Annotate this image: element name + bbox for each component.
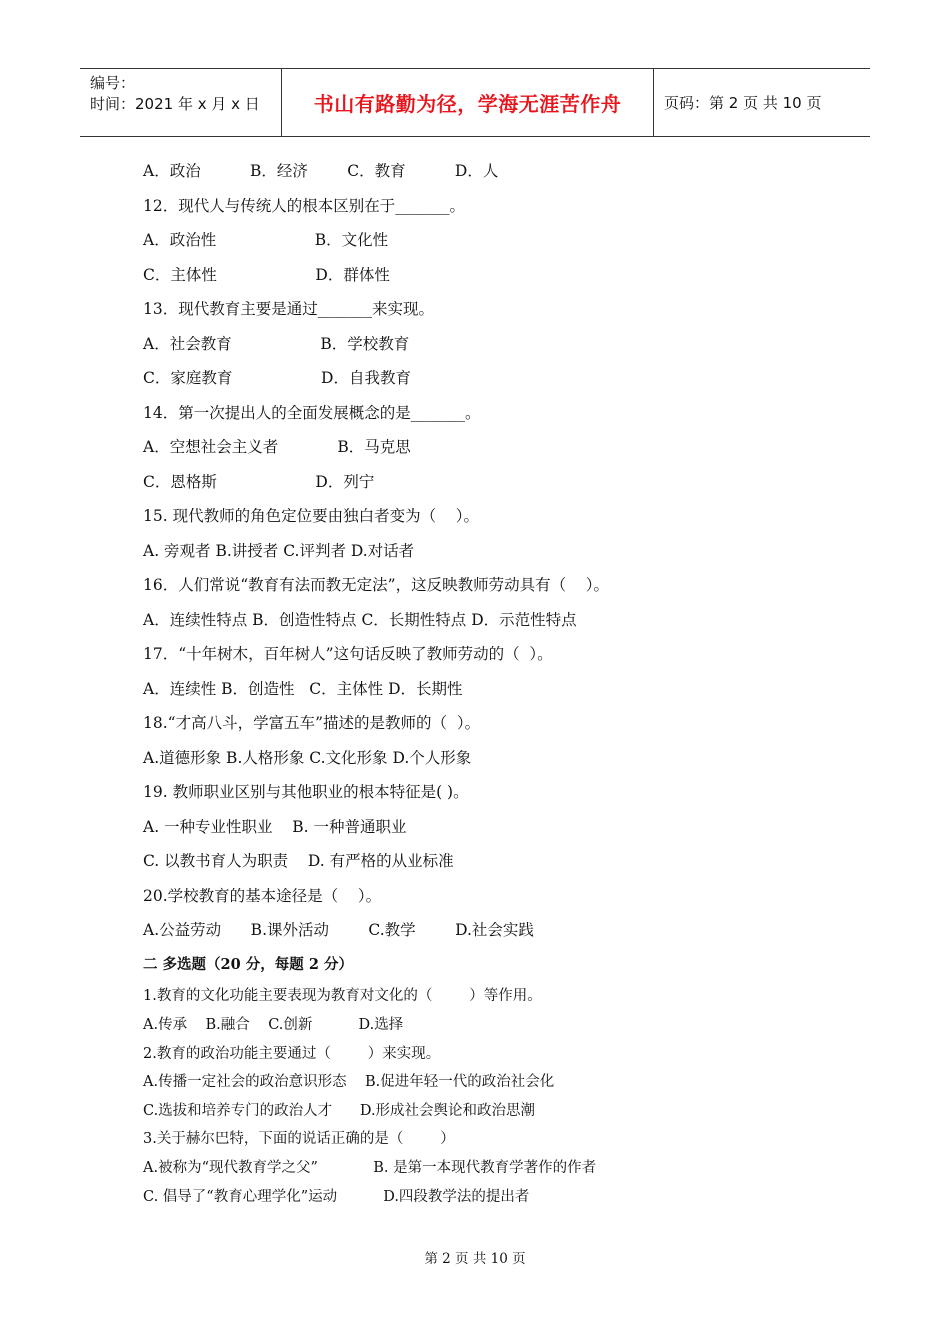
question-12-options-ab: A．政治性 B．文化性: [143, 231, 389, 249]
mc-question-3-options-ab: A.被称为“现代教育学之父” B. 是第一本现代教育学著作的作者: [143, 1160, 597, 1176]
question-18: 18.“才高八斗，学富五车”描述的是教师的（ ）。: [143, 714, 481, 732]
header-meta: [80, 69, 282, 136]
question-19: 19. 教师职业区别与其他职业的根本特征是( )。: [143, 783, 469, 801]
question-13-options-ab: A．社会教育 B．学校教育: [143, 335, 410, 353]
mc-question-3: 3.关于赫尔巴特，下面的说话正确的是（ ）: [143, 1131, 455, 1147]
page-footer: 第 2 页 共 10 页: [424, 1251, 526, 1267]
mc-question-2: 2.教育的政治功能主要通过（ ）来实现。: [143, 1046, 441, 1062]
question-17-options: A．连续性 B．创造性 C．主体性 D．长期性: [143, 680, 463, 698]
question-20: 20.学校教育的基本途径是（ ）。: [143, 887, 382, 905]
header-motto: 书山有路勤为径，学海无涯苦作舟: [313, 92, 622, 116]
question-12-options-cd: C．主体性 D．群体性: [143, 266, 390, 284]
document-date-label: 时间：2021 年 x 月 x 日: [90, 95, 260, 113]
question-15: 15. 现代教师的角色定位要由独白者变为（ ）。: [143, 507, 480, 525]
mc-question-1: 1.教育的文化功能主要表现为教育对文化的（ ）等作用。: [143, 988, 542, 1004]
mc-question-3-options-cd: C. 倡导了“教育心理学化”运动 D.四段教学法的提出者: [143, 1189, 530, 1205]
question-13-options-cd: C．家庭教育 D．自我教育: [143, 369, 411, 387]
mc-question-1-options: A.传承 B.融合 C.创新 D.选择: [143, 1017, 404, 1033]
header-page-info: 页码：第 2 页 共 10 页: [664, 94, 822, 112]
question-19-options-ab: A. 一种专业性职业 B. 一种普通职业: [143, 818, 407, 836]
question-14-options-ab: A．空想社会主义者 B．马克思: [143, 438, 411, 456]
section-title-multiple-choice: 二 多选题（20 分，每题 2 分）: [143, 956, 353, 973]
question-12: 12．现代人与传统人的根本区别在于_______。: [143, 197, 465, 215]
question-15-options: A. 旁观者 B.讲授者 C.评判者 D.对话者: [143, 542, 415, 560]
page-header: [80, 68, 870, 137]
question-14-options-cd: C．恩格斯 D．列宁: [143, 473, 375, 491]
question-17: 17．“十年树木，百年树人”这句话反映了教师劳动的（ ）。: [143, 645, 553, 663]
question-19-options-cd: C. 以教书育人为职责 D. 有严格的从业标准: [143, 852, 454, 870]
question-18-options: A.道德形象 B.人格形象 C.文化形象 D.个人形象: [143, 749, 472, 767]
question-20-options: A.公益劳动 B.课外活动 C.教学 D.社会实践: [143, 921, 534, 939]
question-13: 13．现代教育主要是通过_______来实现。: [143, 300, 434, 318]
question-11-options: A．政治 B．经济 C．教育 D．人: [143, 162, 499, 180]
question-16: 16．人们常说“教育有法而教无定法”，这反映教师劳动具有（ ）。: [143, 576, 610, 594]
document-number-label: 编号：: [90, 74, 136, 92]
question-14: 14．第一次提出人的全面发展概念的是_______。: [143, 404, 481, 422]
header-motto-cell: [282, 69, 654, 136]
mc-question-2-options-ab: A.传播一定社会的政治意识形态 B.促进年轻一代的政治社会化: [143, 1074, 555, 1090]
question-16-options: A．连续性特点 B．创造性特点 C．长期性特点 D．示范性特点: [143, 611, 577, 629]
mc-question-2-options-cd: C.选拔和培养专门的政治人才 D.形成社会舆论和政治思潮: [143, 1103, 536, 1119]
